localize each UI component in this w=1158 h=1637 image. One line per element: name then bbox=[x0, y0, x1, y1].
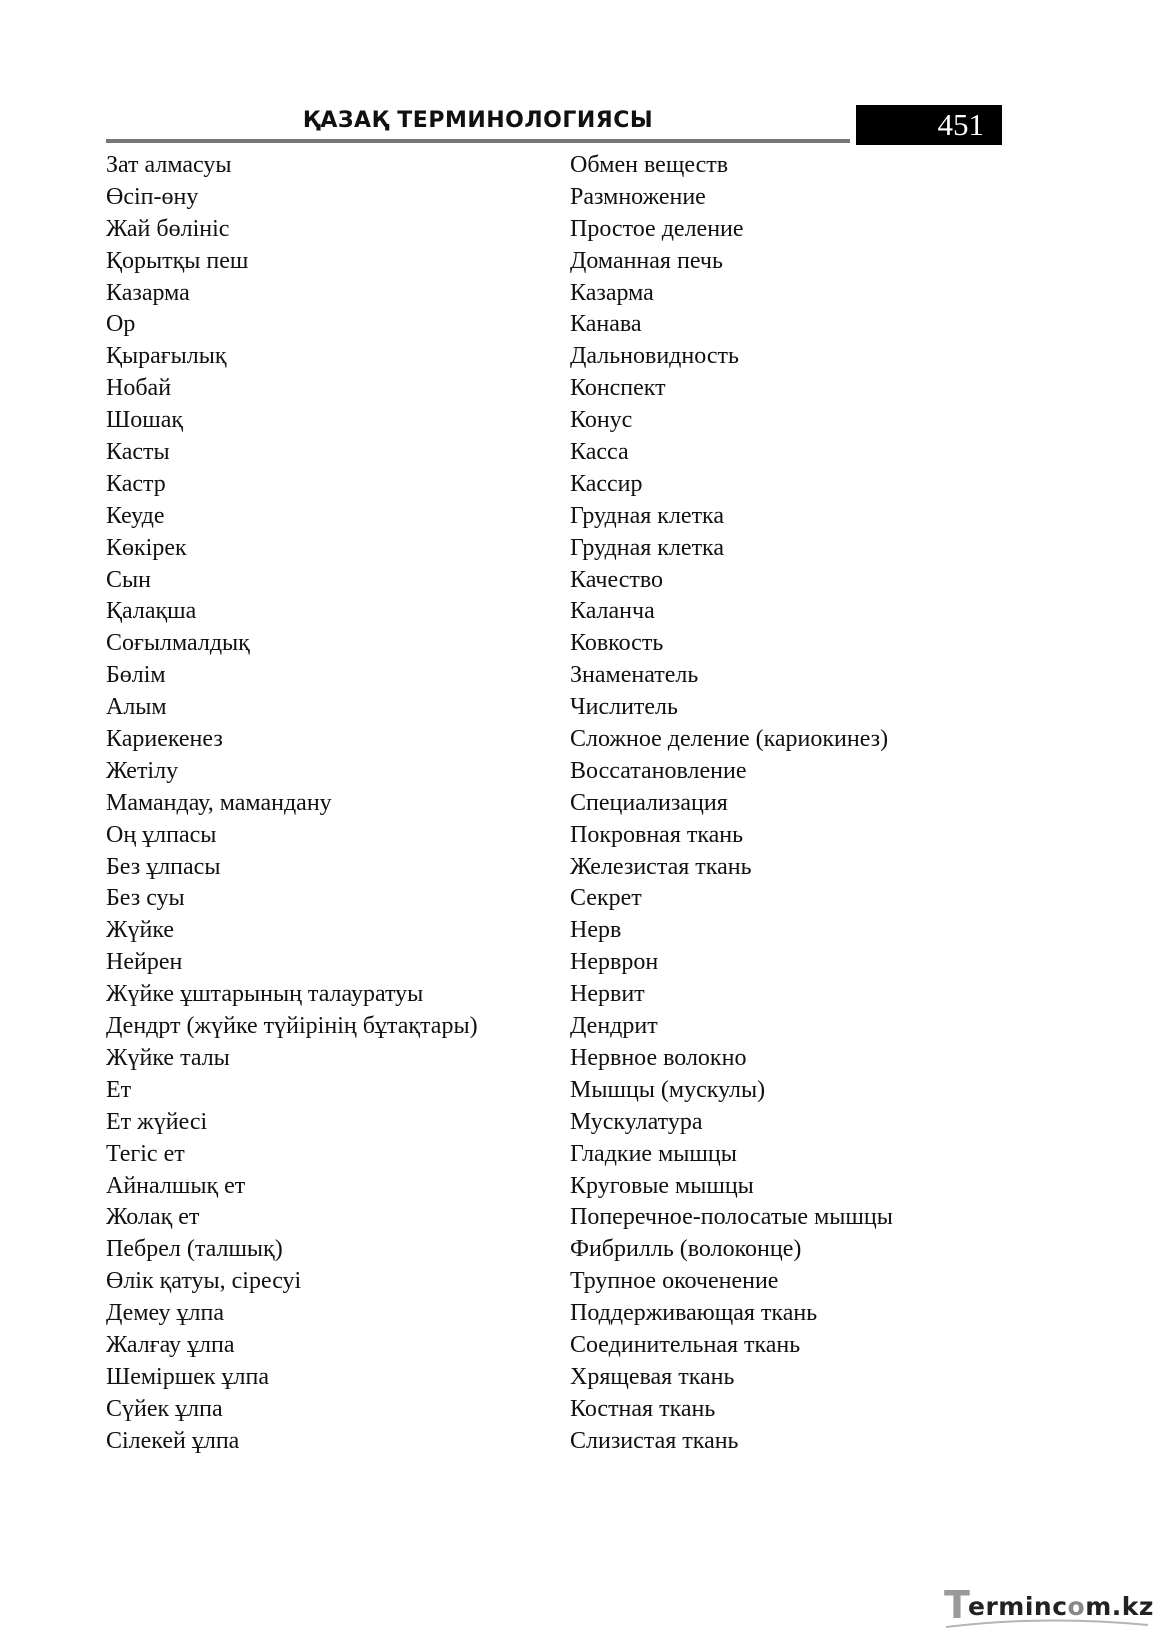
glossary-row bbox=[106, 469, 1006, 501]
term-kazakh: Кастр bbox=[106, 470, 166, 497]
glossary-row bbox=[106, 1107, 1006, 1139]
term-kazakh: Жүйке ұштарының талауратуы bbox=[106, 981, 424, 1008]
glossary-row bbox=[106, 1075, 1006, 1107]
glossary-table bbox=[106, 150, 1006, 1458]
term-russian: Сложное деление (кариокинез) bbox=[570, 726, 889, 753]
watermark-text: ermincom.kz bbox=[968, 1592, 1154, 1621]
glossary-row bbox=[106, 692, 1006, 724]
watermark-initial: T bbox=[944, 1583, 970, 1627]
term-russian: Нервит bbox=[570, 981, 645, 1008]
term-kazakh: Сын bbox=[106, 566, 151, 593]
glossary-row bbox=[106, 214, 1006, 246]
header-rule bbox=[106, 139, 850, 143]
term-russian: Мускулатура bbox=[570, 1108, 703, 1135]
glossary-row bbox=[106, 1234, 1006, 1266]
page-number-box bbox=[856, 105, 1002, 145]
term-kazakh: Дендрт (жүйке түйірінің бұтақтары) bbox=[106, 1013, 478, 1040]
term-russian: Простое деление bbox=[570, 215, 744, 242]
term-kazakh: Сүйек ұлпа bbox=[106, 1395, 223, 1422]
glossary-row bbox=[106, 628, 1006, 660]
term-kazakh: Без суы bbox=[106, 885, 185, 912]
glossary-row bbox=[106, 373, 1006, 405]
glossary-row bbox=[106, 1139, 1006, 1171]
term-kazakh: Сілекей ұлпа bbox=[106, 1427, 240, 1454]
term-kazakh: Айналшық ет bbox=[106, 1172, 246, 1199]
page-header bbox=[0, 0, 1158, 150]
glossary-row bbox=[106, 182, 1006, 214]
term-kazakh: Қорытқы пеш bbox=[106, 247, 249, 274]
term-russian: Трупное окоченение bbox=[570, 1268, 779, 1295]
term-russian: Обмен веществ bbox=[570, 152, 729, 178]
glossary-row bbox=[106, 278, 1006, 310]
term-kazakh: Мамандау, мамандану bbox=[106, 789, 332, 816]
term-kazakh: Жетілу bbox=[106, 757, 179, 784]
glossary-row bbox=[106, 724, 1006, 756]
term-russian: Дальновидность bbox=[570, 343, 739, 370]
glossary-row bbox=[106, 1394, 1006, 1426]
glossary-row bbox=[106, 852, 1006, 884]
term-kazakh: Кариекенез bbox=[106, 726, 223, 753]
glossary-row bbox=[106, 1362, 1006, 1394]
term-russian: Размножение bbox=[570, 183, 706, 210]
page-number: 451 bbox=[937, 107, 984, 142]
glossary-row bbox=[106, 596, 1006, 628]
glossary-row bbox=[106, 1202, 1006, 1234]
term-russian: Дендрит bbox=[570, 1013, 658, 1040]
term-russian: Соединительная ткань bbox=[570, 1331, 801, 1358]
term-kazakh: Жалғау ұлпа bbox=[106, 1331, 235, 1358]
glossary-row bbox=[106, 756, 1006, 788]
term-kazakh: Зат алмасуы bbox=[106, 152, 232, 178]
term-russian: Гладкие мышцы bbox=[570, 1140, 737, 1167]
glossary-row bbox=[106, 1330, 1006, 1362]
glossary-row bbox=[106, 501, 1006, 533]
term-russian: Воссатановление bbox=[570, 757, 747, 784]
term-kazakh: Ор bbox=[106, 311, 136, 338]
term-russian: Конус bbox=[570, 407, 633, 434]
term-russian: Канава bbox=[570, 311, 642, 338]
glossary-row bbox=[106, 533, 1006, 565]
term-kazakh: Без ұлпасы bbox=[106, 853, 221, 880]
term-russian: Костная ткань bbox=[570, 1395, 716, 1422]
term-kazakh: Шошақ bbox=[106, 407, 184, 434]
term-russian: Нервное волокно bbox=[570, 1044, 747, 1071]
term-russian: Знаменатель bbox=[570, 662, 699, 689]
term-kazakh: Қырағылық bbox=[106, 343, 227, 370]
glossary-row bbox=[106, 660, 1006, 692]
glossary-row bbox=[106, 915, 1006, 947]
term-russian: Числитель bbox=[570, 694, 678, 721]
term-kazakh: Жай бөлініс bbox=[106, 215, 230, 242]
glossary-row bbox=[106, 565, 1006, 597]
watermark-logo bbox=[944, 1583, 1154, 1631]
term-russian: Круговые мышцы bbox=[570, 1172, 754, 1199]
running-title: ҚАЗАҚ ТЕРМИНОЛОГИЯСЫ bbox=[302, 108, 654, 133]
term-russian: Грудная клетка bbox=[570, 534, 725, 561]
term-kazakh: Соғылмалдық bbox=[106, 630, 250, 657]
term-russian: Специализация bbox=[570, 789, 728, 816]
glossary-row bbox=[106, 1266, 1006, 1298]
term-russian: Нерврон bbox=[570, 949, 659, 976]
term-russian: Грудная клетка bbox=[570, 502, 725, 529]
term-russian: Кассир bbox=[570, 470, 643, 497]
term-kazakh: Өсіп-өну bbox=[106, 183, 199, 210]
glossary-row bbox=[106, 1011, 1006, 1043]
term-russian: Качество bbox=[570, 566, 664, 593]
term-kazakh: Касты bbox=[106, 439, 170, 466]
term-russian: Фибрилль (волоконце) bbox=[570, 1236, 802, 1263]
glossary-row bbox=[106, 150, 1006, 182]
term-kazakh: Ет жүйесі bbox=[106, 1108, 208, 1135]
term-kazakh: Шеміршек ұлпа bbox=[106, 1363, 269, 1390]
term-russian: Слизистая ткань bbox=[570, 1427, 739, 1454]
glossary-row bbox=[106, 341, 1006, 373]
glossary-row bbox=[106, 947, 1006, 979]
glossary-row bbox=[106, 788, 1006, 820]
term-russian: Доманная печь bbox=[570, 247, 723, 274]
watermark-swoosh-icon bbox=[944, 1613, 1150, 1631]
glossary-row bbox=[106, 820, 1006, 852]
term-russian: Касса bbox=[570, 439, 629, 466]
term-russian: Мышцы (мускулы) bbox=[570, 1076, 766, 1103]
term-russian: Покровная ткань bbox=[570, 821, 744, 848]
term-kazakh: Демеу ұлпа bbox=[106, 1300, 225, 1327]
term-russian: Каланча bbox=[570, 598, 655, 625]
term-kazakh: Жүйке талы bbox=[106, 1044, 230, 1071]
term-kazakh: Ет bbox=[106, 1076, 132, 1103]
glossary-row bbox=[106, 1171, 1006, 1203]
glossary-row bbox=[106, 883, 1006, 915]
term-kazakh: Алым bbox=[106, 694, 167, 721]
term-russian: Поддерживающая ткань bbox=[570, 1300, 818, 1327]
term-russian: Железистая ткань bbox=[570, 853, 752, 880]
glossary-row bbox=[106, 1298, 1006, 1330]
term-kazakh: Пебрел (талшық) bbox=[106, 1236, 283, 1263]
term-kazakh: Нейрен bbox=[106, 949, 183, 976]
term-russian: Нерв bbox=[570, 917, 622, 944]
term-russian: Ковкость bbox=[570, 630, 664, 657]
glossary-row bbox=[106, 309, 1006, 341]
term-kazakh: Көкірек bbox=[106, 534, 187, 561]
term-kazakh: Өлік қатуы, сіресуі bbox=[106, 1268, 302, 1295]
term-russian: Казарма bbox=[570, 279, 654, 306]
term-kazakh: Кеуде bbox=[106, 502, 165, 529]
glossary-row bbox=[106, 405, 1006, 437]
term-russian: Секрет bbox=[570, 885, 642, 912]
glossary-row bbox=[106, 1043, 1006, 1075]
glossary-row bbox=[106, 246, 1006, 278]
term-russian: Хрящевая ткань bbox=[570, 1363, 735, 1390]
term-kazakh: Нобай bbox=[106, 375, 172, 402]
glossary-row bbox=[106, 979, 1006, 1011]
term-kazakh: Оң ұлпасы bbox=[106, 821, 217, 848]
term-kazakh: Казарма bbox=[106, 279, 190, 306]
term-kazakh: Қалақша bbox=[106, 598, 197, 625]
term-russian: Конспект bbox=[570, 375, 666, 402]
glossary-row bbox=[106, 1426, 1006, 1458]
term-kazakh: Тегіс ет bbox=[106, 1140, 185, 1167]
term-kazakh: Жолақ ет bbox=[106, 1204, 200, 1231]
term-kazakh: Бөлім bbox=[106, 662, 166, 689]
term-russian: Поперечное-полосатые мышцы bbox=[570, 1204, 893, 1231]
term-kazakh: Жүйке bbox=[106, 917, 175, 944]
glossary-row bbox=[106, 437, 1006, 469]
